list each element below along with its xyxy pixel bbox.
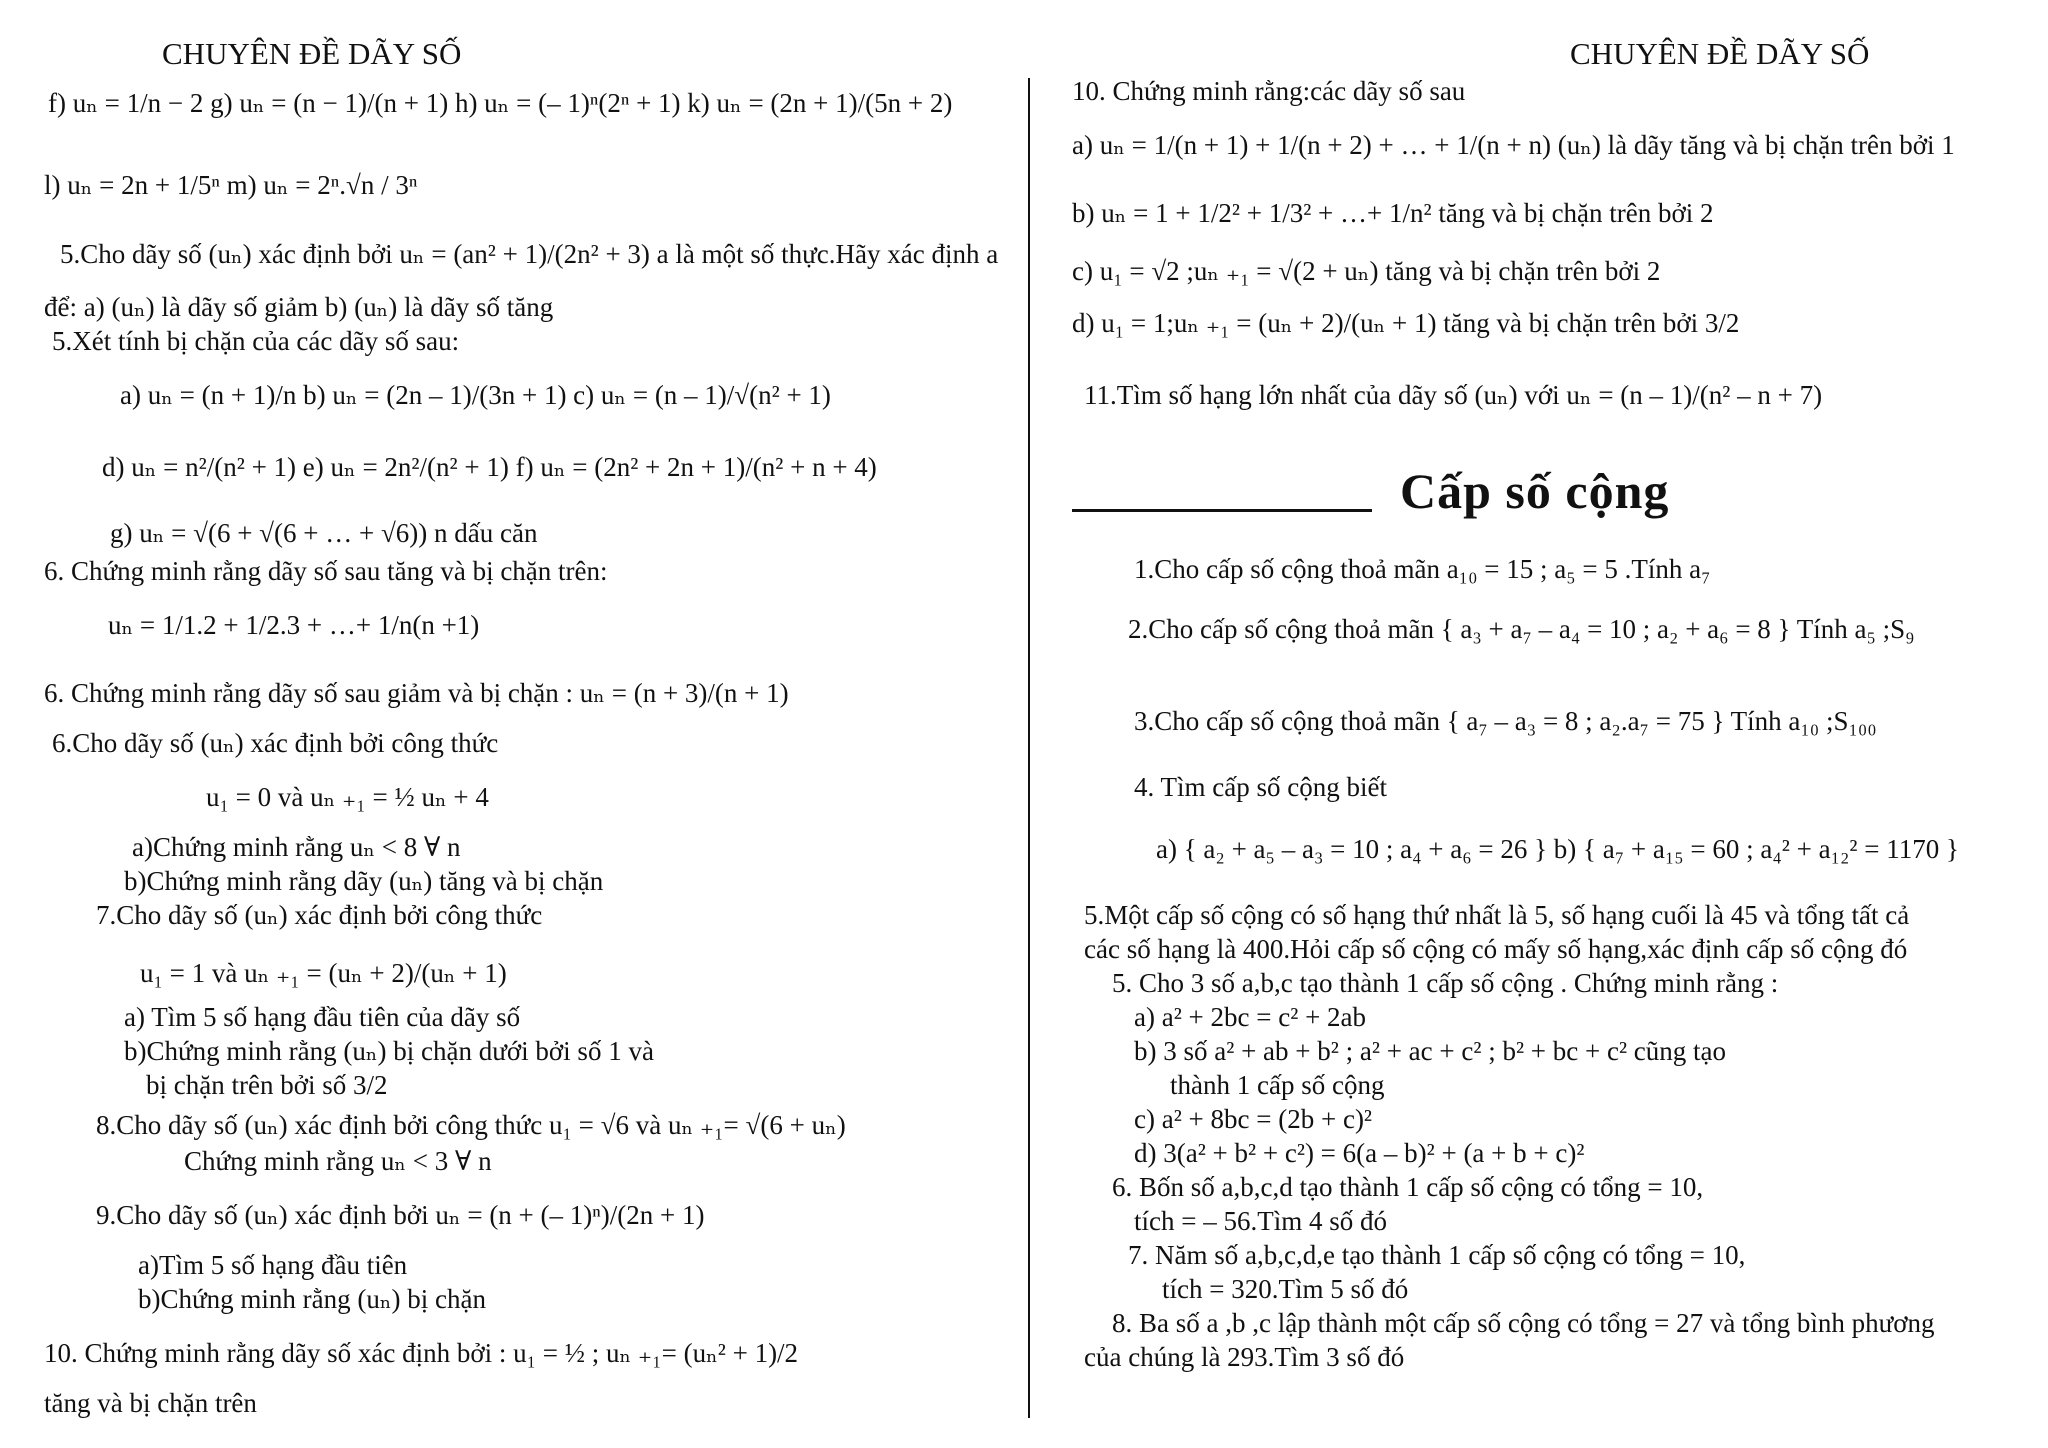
right-line: 7. Năm số a,b,c,d,e tạo thành 1 cấp số cộng có tổng = 10,: [1128, 1240, 1746, 1270]
left-line: Chứng minh rằng uₙ < 3 ∀ n: [184, 1146, 492, 1176]
left-line: 8.Cho dãy số (uₙ) xác định bởi công thức u₁ = √6 và uₙ ₊₁= √(6 + uₙ): [96, 1110, 846, 1140]
left-line: 5.Cho dãy số (uₙ) xác định bởi uₙ = (an² + 1)/(2n² + 3) a là một số thực.Hãy xác định a: [60, 239, 999, 269]
right-line: b) uₙ = 1 + 1/2² + 1/3² + …+ 1/n² tăng và bị chặn trên bởi 2: [1072, 198, 1714, 228]
section-rule: [1072, 509, 1372, 512]
column-divider: [1028, 78, 1030, 1418]
right-line: c) u₁ = √2 ;uₙ ₊₁ = √(2 + uₙ) tăng và bị chặn trên bởi 2: [1072, 256, 1661, 286]
right-line: của chúng là 293.Tìm 3 số đó: [1084, 1342, 1405, 1372]
section-title: Cấp số cộng: [1400, 463, 1670, 519]
right-line: b) 3 số a² + ab + b² ; a² + ac + c² ; b² + bc + c² cũng tạo: [1134, 1036, 1727, 1066]
left-line: bị chặn trên bởi số 3/2: [146, 1070, 388, 1100]
right-line: 6. Bốn số a,b,c,d tạo thành 1 cấp số cộng có tổng = 10,: [1112, 1172, 1704, 1202]
left-line: 10. Chứng minh rằng dãy số xác định bởi : u₁ = ½ ; uₙ ₊₁= (uₙ² + 1)/2: [44, 1338, 799, 1368]
left-line: uₙ = 1/1.2 + 1/2.3 + …+ 1/n(n +1): [108, 610, 480, 640]
right-line: 10. Chứng minh rằng:các dãy số sau: [1072, 76, 1466, 106]
right-line: 5.Một cấp số cộng có số hạng thứ nhất là 5, số hạng cuối là 45 và tổng tất cả: [1084, 900, 1910, 930]
left-line: 6. Chứng minh rằng dãy số sau giảm và bị chặn : uₙ = (n + 3)/(n + 1): [44, 678, 789, 708]
right-line: 2.Cho cấp số cộng thoả mãn { a₃ + a₇ – a₄ = 10 ; a₂ + a₆ = 8 } Tính a₅ ;S₉: [1128, 614, 1915, 644]
header-right: CHUYÊN ĐỀ DÃY SỐ: [1570, 36, 1870, 71]
right-line: 8. Ba số a ,b ,c lập thành một cấp số cộng có tổng = 27 và tổng bình phương: [1112, 1308, 1935, 1338]
right-line: tích = 320.Tìm 5 số đó: [1162, 1274, 1409, 1304]
left-line: b)Chứng minh rằng dãy (uₙ) tăng và bị chặn: [124, 866, 604, 896]
left-line: b)Chứng minh rằng (uₙ) bị chặn: [138, 1284, 486, 1314]
left-line: 6.Cho dãy số (uₙ) xác định bởi công thức: [52, 728, 499, 758]
left-line: 7.Cho dãy số (uₙ) xác định bởi công thức: [96, 900, 543, 930]
header-left: CHUYÊN ĐỀ DÃY SỐ: [162, 36, 462, 71]
left-line: để: a) (uₙ) là dãy số giảm b) (uₙ) là dãy số tăng: [44, 292, 554, 322]
left-line: a) uₙ = (n + 1)/n b) uₙ = (2n – 1)/(3n + 1) c) uₙ = (n – 1)/√(n² + 1): [120, 380, 831, 410]
right-line: d) 3(a² + b² + c²) = 6(a – b)² + (a + b + c)²: [1134, 1138, 1585, 1168]
right-line: 3.Cho cấp số cộng thoả mãn { a₇ – a₃ = 8 ; a₂.a₇ = 75 } Tính a₁₀ ;S₁₀₀: [1134, 706, 1877, 736]
right-line: a) uₙ = 1/(n + 1) + 1/(n + 2) + … + 1/(n + n) (uₙ) là dãy tăng và bị chặn trên bởi 1: [1072, 130, 1955, 160]
left-line: d) uₙ = n²/(n² + 1) e) uₙ = 2n²/(n² + 1) f) uₙ = (2n² + 2n + 1)/(n² + n + 4): [102, 452, 877, 482]
left-line: a)Tìm 5 số hạng đầu tiên: [138, 1250, 408, 1280]
right-line: các số hạng là 400.Hỏi cấp số cộng có mấy số hạng,xác định cấp số cộng đó: [1084, 934, 1908, 964]
right-line: a) a² + 2bc = c² + 2ab: [1134, 1002, 1367, 1032]
left-line: u₁ = 0 và uₙ ₊₁ = ½ uₙ + 4: [206, 782, 489, 812]
right-line: 11.Tìm số hạng lớn nhất của dãy số (uₙ) với uₙ = (n – 1)/(n² – n + 7): [1084, 380, 1823, 410]
right-line: thành 1 cấp số cộng: [1170, 1070, 1385, 1100]
left-line: 9.Cho dãy số (uₙ) xác định bởi uₙ = (n + (– 1)ⁿ)/(2n + 1): [96, 1200, 705, 1230]
left-line: a) Tìm 5 số hạng đầu tiên của dãy số: [124, 1002, 521, 1032]
left-line: u₁ = 1 và uₙ ₊₁ = (uₙ + 2)/(uₙ + 1): [140, 958, 507, 988]
left-line: tăng và bị chặn trên: [44, 1388, 257, 1418]
right-line: a) { a₂ + a₅ – a₃ = 10 ; a₄ + a₆ = 26 } b) { a₇ + a₁₅ = 60 ; a₄² + a₁₂² = 1170 }: [1156, 834, 1959, 864]
left-line: 5.Xét tính bị chặn của các dãy số sau:: [52, 326, 460, 356]
left-line: l) uₙ = 2n + 1/5ⁿ m) uₙ = 2ⁿ.√n / 3ⁿ: [44, 170, 418, 200]
right-line: 1.Cho cấp số cộng thoả mãn a₁₀ = 15 ; a₅ = 5 .Tính a₇: [1134, 554, 1711, 584]
left-line: a)Chứng minh rằng uₙ < 8 ∀ n: [132, 832, 461, 862]
left-line: f) uₙ = 1/n − 2 g) uₙ = (n − 1)/(n + 1) h) uₙ = (– 1)ⁿ(2ⁿ + 1) k) uₙ = (2n + 1)/(5n + 2): [48, 88, 953, 118]
right-line: 5. Cho 3 số a,b,c tạo thành 1 cấp số cộng . Chứng minh rằng :: [1112, 968, 1779, 998]
left-line: 6. Chứng minh rằng dãy số sau tăng và bị chặn trên:: [44, 556, 608, 586]
left-line: g) uₙ = √(6 + √(6 + … + √6)) n dấu căn: [110, 518, 538, 548]
left-line: b)Chứng minh rằng (uₙ) bị chặn dưới bởi số 1 và: [124, 1036, 654, 1066]
right-line: d) u₁ = 1;uₙ ₊₁ = (uₙ + 2)/(uₙ + 1) tăng và bị chặn trên bởi 3/2: [1072, 308, 1740, 338]
right-line: c) a² + 8bc = (2b + c)²: [1134, 1104, 1373, 1134]
right-line: tích = – 56.Tìm 4 số đó: [1134, 1206, 1387, 1236]
right-line: 4. Tìm cấp số cộng biết: [1134, 772, 1387, 802]
